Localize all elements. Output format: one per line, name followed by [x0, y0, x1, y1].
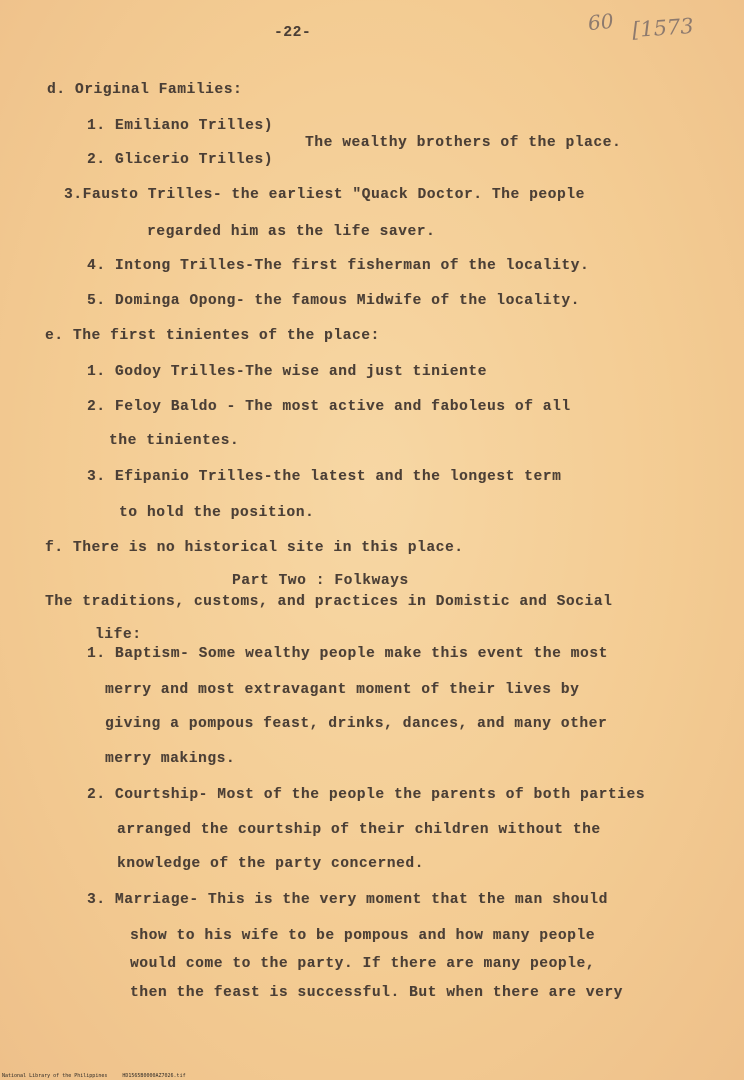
marriage-item: 3. Marriage- This is the very moment that the man should	[87, 892, 608, 908]
courtship-item: 2. Courtship- Most of the people the parents of both parties	[87, 787, 646, 803]
family-item-3: 3.Fausto Trilles- the earliest "Quack Doctor. The people	[64, 187, 585, 203]
family-item-4: 4. Intong Trilles-The first fisherman of the locality.	[87, 258, 590, 274]
tiniente-item-1: 1. Godoy Trilles-The wise and just tiniente	[87, 364, 487, 380]
baptism-item: 1. Baptism- Some wealthy people make this event the most	[87, 646, 608, 662]
folkways-intro: The traditions, customs, and practices in Domistic and Social	[45, 594, 613, 610]
marriage-item-cont-1: show to his wife to be pompous and how many people	[130, 928, 596, 944]
scan-footer	[2, 1073, 198, 1079]
footer-file-id: HD1565B0000AZ7026.tif	[122, 1073, 186, 1079]
courtship-item-cont-2: knowledge of the party concerned.	[117, 856, 424, 872]
tiniente-item-3-cont: to hold the position.	[119, 505, 315, 521]
handwritten-number: 60	[586, 8, 615, 36]
courtship-item-cont-1: arranged the courtship of their children without the	[117, 822, 601, 838]
family-item-2: 2. Glicerio Trilles)	[87, 152, 274, 168]
marriage-item-cont-2: would come to the party. If there are many people,	[130, 956, 596, 972]
family-item-1: 1. Emiliano Trilles)	[87, 118, 274, 134]
section-f-text: f. There is no historical site in this place.	[45, 540, 464, 556]
part-two-heading: Part Two : Folkways	[232, 573, 409, 589]
handwritten-code: [1573	[631, 13, 695, 43]
section-d-heading: d. Original Families:	[47, 82, 243, 98]
family-item-3-cont: regarded him as the life saver.	[147, 224, 436, 240]
section-e-heading: e. The first tinientes of the place:	[45, 328, 380, 344]
tiniente-item-3: 3. Efipanio Trilles-the latest and the longest term	[87, 469, 562, 485]
baptism-item-cont-1: merry and most extravagant moment of their lives by	[105, 682, 580, 698]
baptism-item-cont-3: merry makings.	[105, 751, 236, 767]
page-number: -22-	[274, 25, 312, 41]
tiniente-item-2: 2. Feloy Baldo - The most active and faboleus of all	[87, 399, 571, 415]
baptism-item-cont-2: giving a pompous feast, drinks, dances, and many other	[105, 716, 608, 732]
tiniente-item-2-cont: the tinientes.	[109, 433, 240, 449]
footer-library: National Library of the Philippines	[2, 1073, 108, 1079]
wealthy-brothers-note: The wealthy brothers of the place.	[305, 135, 622, 151]
marriage-item-cont-3: then the feast is successful. But when there are very	[130, 985, 623, 1001]
family-item-5: 5. Dominga Opong- the famous Midwife of the locality.	[87, 293, 580, 309]
folkways-intro-cont: life:	[95, 627, 142, 643]
